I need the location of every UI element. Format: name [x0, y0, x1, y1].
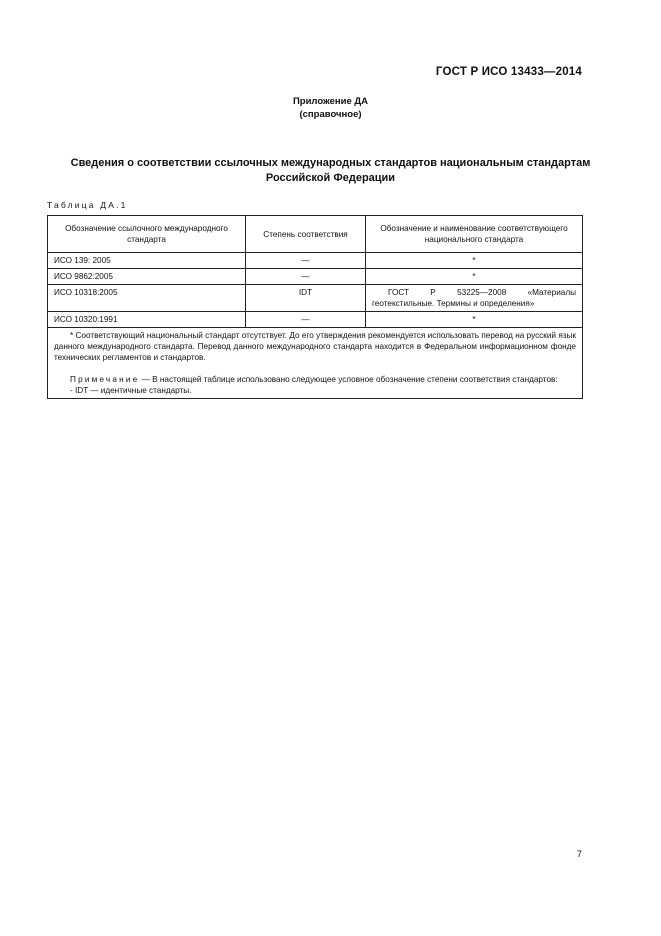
cell-degree: —	[246, 269, 366, 285]
cell-reference: ИСО 10318:2005	[48, 285, 246, 312]
cell-national: ГОСТ Р 53225—2008 «Материалы геотекстильные. Термины и определения»	[366, 285, 583, 312]
cell-degree: IDT	[246, 285, 366, 312]
cell-national: *	[366, 312, 583, 328]
note-item: - IDT — идентичные стандарты.	[70, 386, 192, 395]
cell-national: *	[366, 269, 583, 285]
standard-code: ГОСТ Р ИСО 13433—2014	[435, 66, 582, 78]
cell-degree: —	[246, 312, 366, 328]
page-number: 7	[576, 849, 582, 860]
cell-reference: ИСО 139: 2005	[48, 253, 246, 269]
header-national-standard: Обозначение и наименование соответствующего национального стандарта	[366, 216, 583, 253]
cell-reference: ИСО 10320:1991	[48, 312, 246, 328]
table-row	[48, 285, 583, 312]
header-reference-standard: Обозначение ссылочного международного стандарта	[48, 216, 246, 253]
note-text: — В настоящей таблице использовано следующее условное обозначение степени соответствия стандартов:	[141, 375, 558, 384]
appendix-title: Приложение ДА	[292, 96, 369, 107]
table-row	[48, 269, 583, 285]
table-notes	[48, 328, 583, 399]
cell-degree: —	[246, 253, 366, 269]
table-note	[54, 374, 576, 385]
table-row	[48, 312, 583, 328]
document-title: Сведения о соответствии ссылочных международных стандартов национальным стандартам Российской Федерации	[70, 157, 591, 184]
table-footnote: * Соответствующий национальный стандарт отсутствует. До его утверждения рекомендуется использовать перевод на русский язык данного международного стандарта. Перевод данного международного стандарта находится в Федеральном информационном фонде технических регламентов и стандартов.	[54, 331, 576, 362]
correspondence-table	[47, 215, 583, 399]
cell-national: *	[366, 253, 583, 269]
table-caption: Таблица ДА.1	[47, 200, 128, 210]
cell-reference: ИСО 9862:2005	[48, 269, 246, 285]
appendix-subtitle: (справочное)	[299, 109, 362, 120]
table-header-row	[48, 216, 583, 253]
header-degree: Степень соответствия	[246, 216, 366, 253]
table-notes-row	[48, 328, 583, 399]
table-row	[48, 253, 583, 269]
appendix-heading	[0, 95, 661, 121]
note-label: Примечание	[70, 375, 140, 384]
